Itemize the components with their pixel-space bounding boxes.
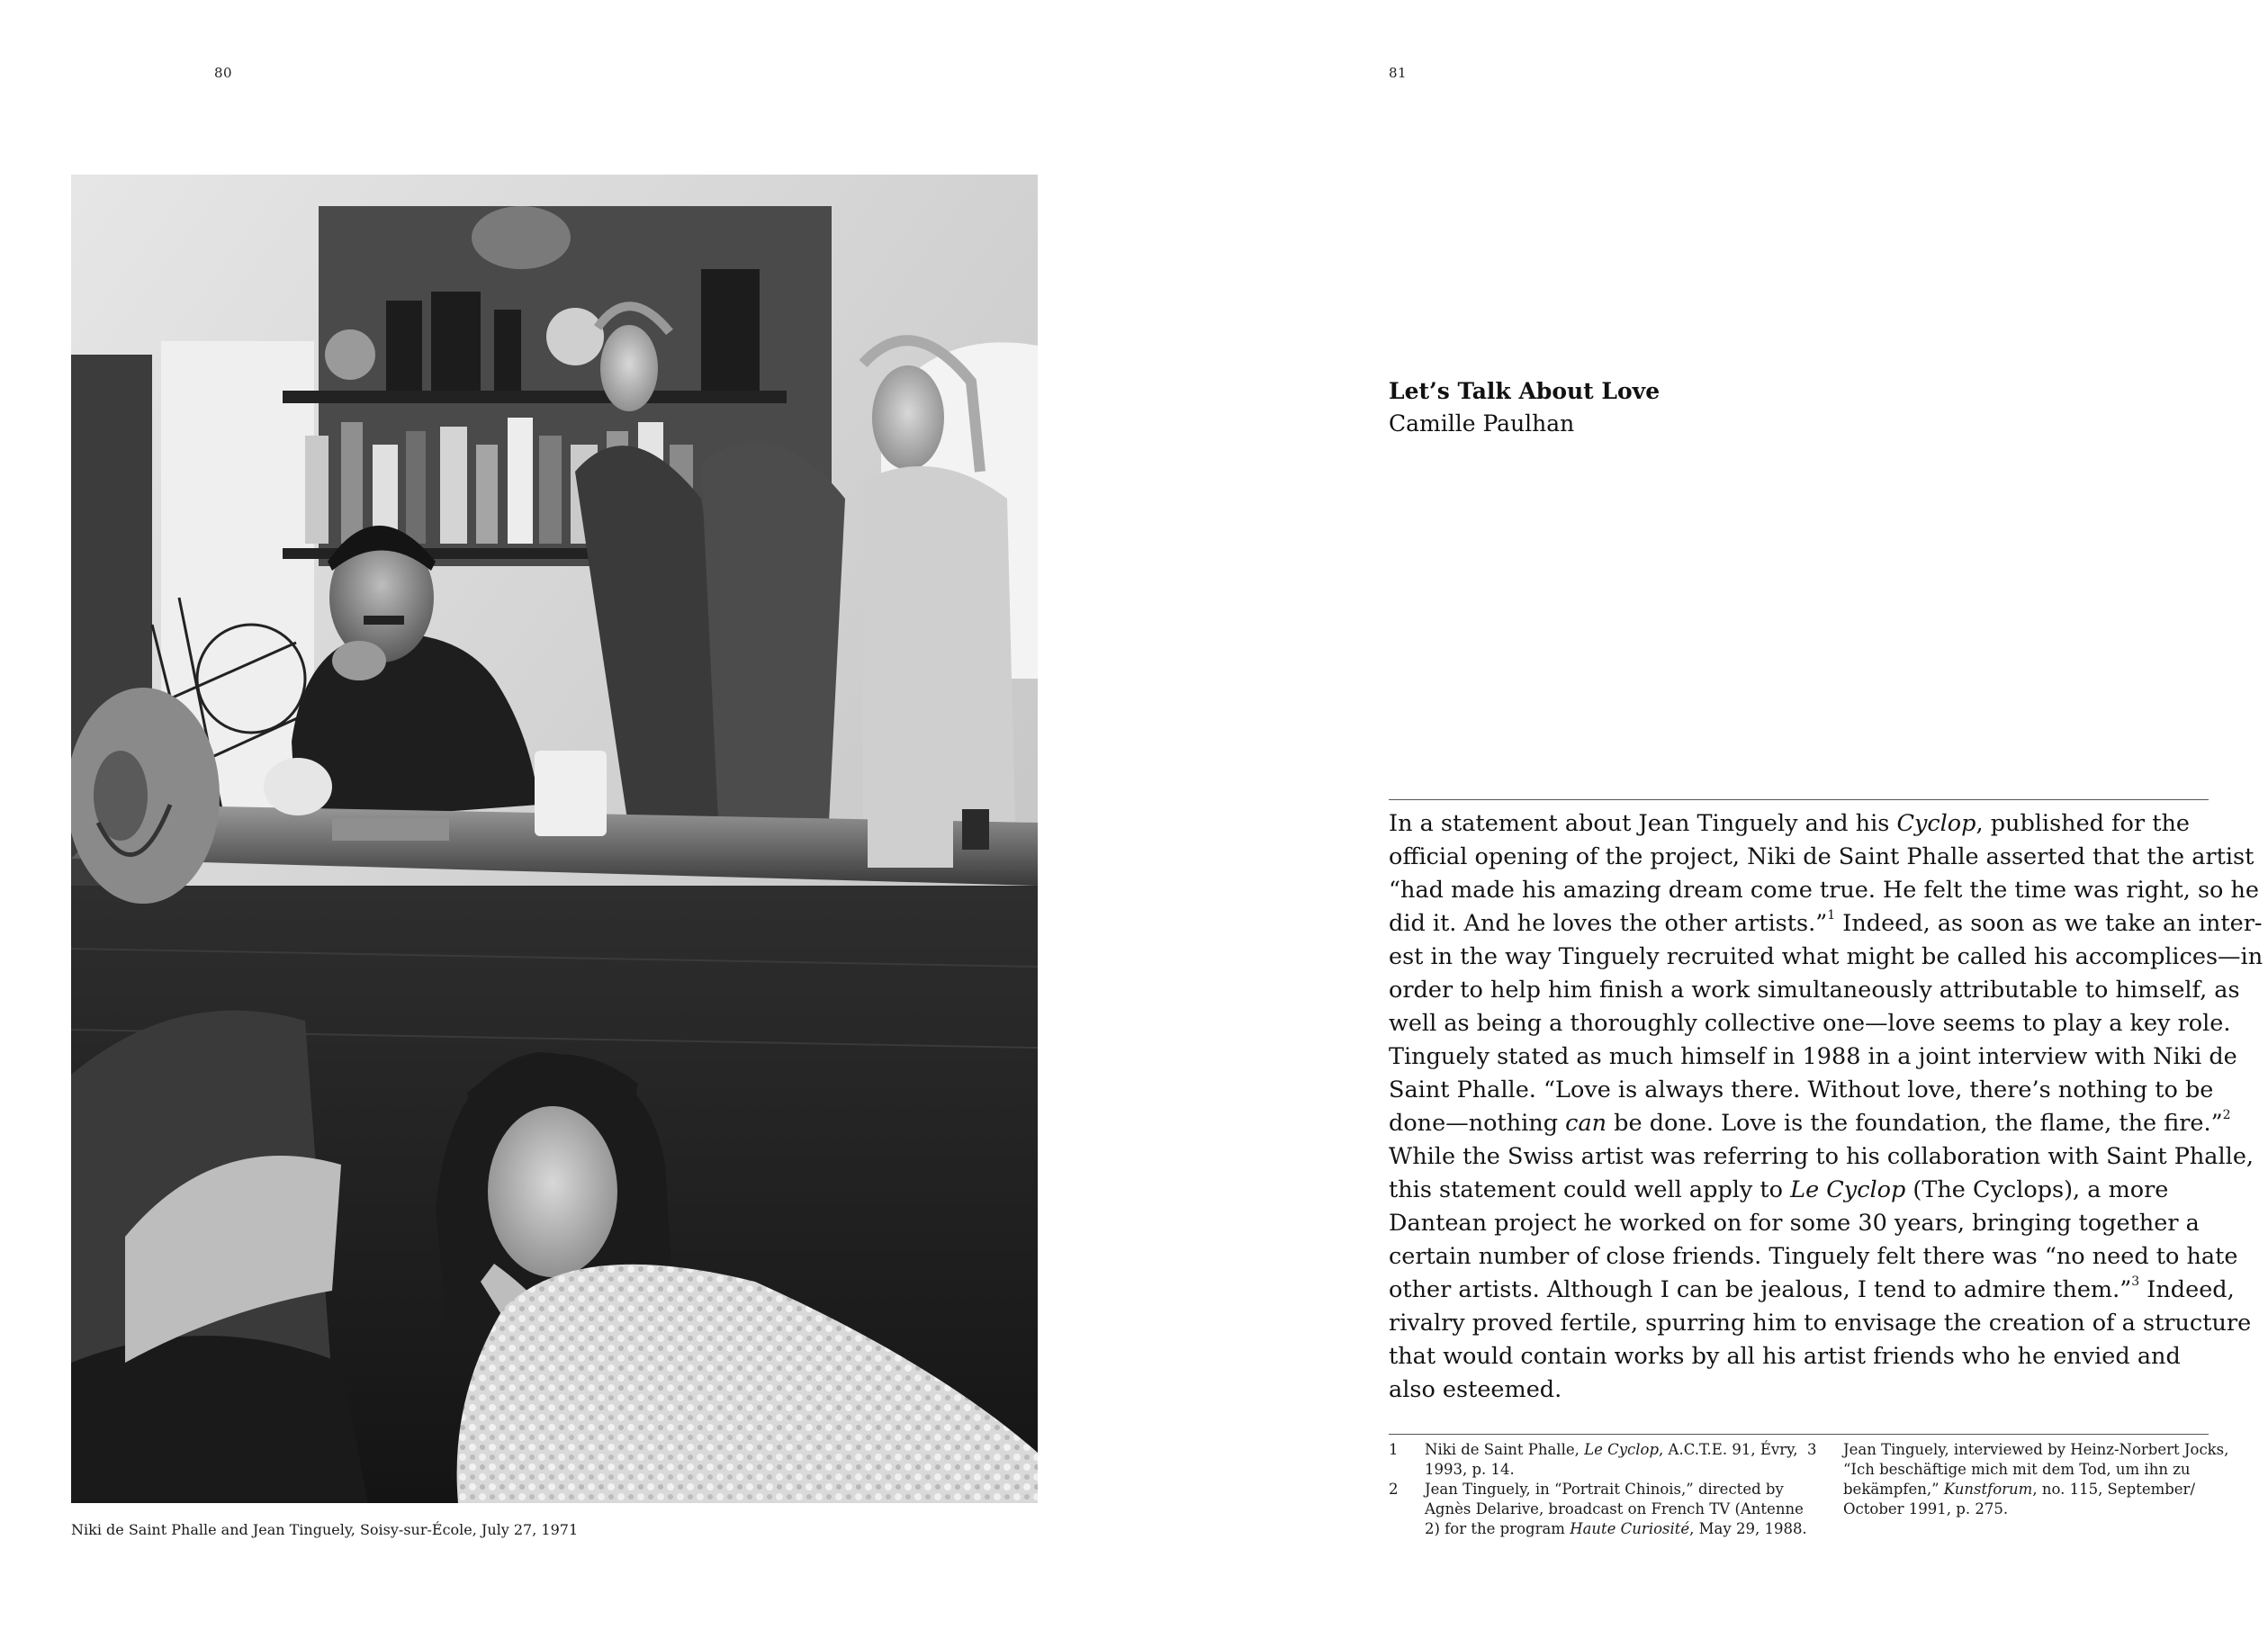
body-line: In a statement about Jean Tinguely and his Cyclop, published for the: [1389, 810, 2190, 837]
body-line: Tinguely stated as much himself in 1988 in a joint interview with Niki de: [1389, 1043, 2237, 1070]
footnote: [1389, 1480, 1807, 1539]
footnote-ref: 3: [2131, 1274, 2140, 1289]
photograph: [71, 175, 1038, 1503]
footnote-line: bekämpfen,” Kunstforum, no. 115, September/: [1843, 1481, 2196, 1498]
body-line: certain number of close friends. Tinguely felt there was “no need to hate: [1389, 1243, 2238, 1270]
page-number-right: 81: [1389, 65, 1408, 81]
footnotes-column-2: [1807, 1440, 2229, 1519]
footnote-number: 1: [1389, 1441, 1399, 1458]
footnote-line: 2) for the program Haute Curiosité, May 29, 1988.: [1425, 1520, 1807, 1537]
footnote: [1389, 1440, 1798, 1480]
footnote-line: October 1991, p. 275.: [1843, 1500, 2009, 1517]
body-line: done—nothing can be done. Love is the foundation, the flame, the fire.”$^2$: [1389, 1107, 2231, 1137]
body-line: official opening of the project, Niki de Saint Phalle asserted that the artist: [1389, 843, 2254, 870]
footnote-line: “Ich beschäftige mich mit dem Tod, um ihn zu: [1843, 1461, 2191, 1478]
body-line: also esteemed.: [1389, 1376, 1562, 1403]
body-line: Saint Phalle. “Love is always there. Without love, there’s nothing to be: [1389, 1076, 2214, 1103]
footnote-rule: [1389, 1434, 2209, 1435]
footnote-line: 1993, p. 14.: [1425, 1461, 1515, 1478]
body-line: While the Swiss artist was referring to his collaboration with Saint Phalle,: [1389, 1143, 2254, 1170]
footnote-number: 3: [1807, 1441, 1817, 1458]
body-line: Dantean project he worked on for some 30 years, bringing together a: [1389, 1210, 2200, 1237]
footnote: [1807, 1440, 2229, 1519]
footnote-line: Agnès Delarive, broadcast on French TV (Antenne: [1425, 1500, 1804, 1517]
body-line: that would contain works by all his artist friends who he envied and: [1389, 1343, 2181, 1370]
photograph-image: [71, 175, 1038, 1503]
footnotes-column-1: [1389, 1440, 1807, 1539]
body-line: rivalry proved fertile, spurring him to envisage the creation of a structure: [1389, 1310, 2252, 1337]
body-line: order to help him finish a work simultaneously attributable to himself, as: [1389, 977, 2240, 1004]
top-rule: [1389, 799, 2209, 800]
article-title: Let’s Talk About Love: [1389, 378, 1660, 404]
footnote-ref: 1: [1827, 907, 1836, 923]
footnote-number: 2: [1389, 1481, 1399, 1498]
footnote-line: Niki de Saint Phalle, Le Cyclop, A.C.T.E. 91, Évry,: [1425, 1441, 1798, 1458]
photo-caption: Niki de Saint Phalle and Jean Tinguely, Soisy-sur-École, July 27, 1971: [71, 1521, 579, 1538]
body-line: well as being a thoroughly collective one—love seems to play a key role.: [1389, 1010, 2231, 1037]
body-line: this statement could well apply to Le Cyclop (The Cyclops), a more: [1389, 1176, 2169, 1203]
footnote-line: Jean Tinguely, in “Portrait Chinois,” directed by: [1425, 1481, 1784, 1498]
body-line: did it. And he loves the other artists.”$^1$ Indeed, as soon as we take an inter-: [1389, 907, 2263, 937]
footnote-ref: 2: [2222, 1107, 2231, 1122]
right-page: [1134, 0, 2268, 1630]
body-line: “had made his amazing dream come true. He felt the time was right, so he: [1389, 877, 2260, 904]
body-line: est in the way Tinguely recruited what might be called his accomplices—in: [1389, 943, 2264, 970]
footnote-line: Jean Tinguely, interviewed by Heinz-Norbert Jocks,: [1843, 1441, 2229, 1458]
article-body: [1389, 807, 2264, 1407]
page-number-left: 80: [214, 65, 233, 81]
article-author: Camille Paulhan: [1389, 410, 1575, 437]
body-line: other artists. Although I can be jealous, I tend to admire them.”$^3$ Indeed,: [1389, 1274, 2235, 1303]
